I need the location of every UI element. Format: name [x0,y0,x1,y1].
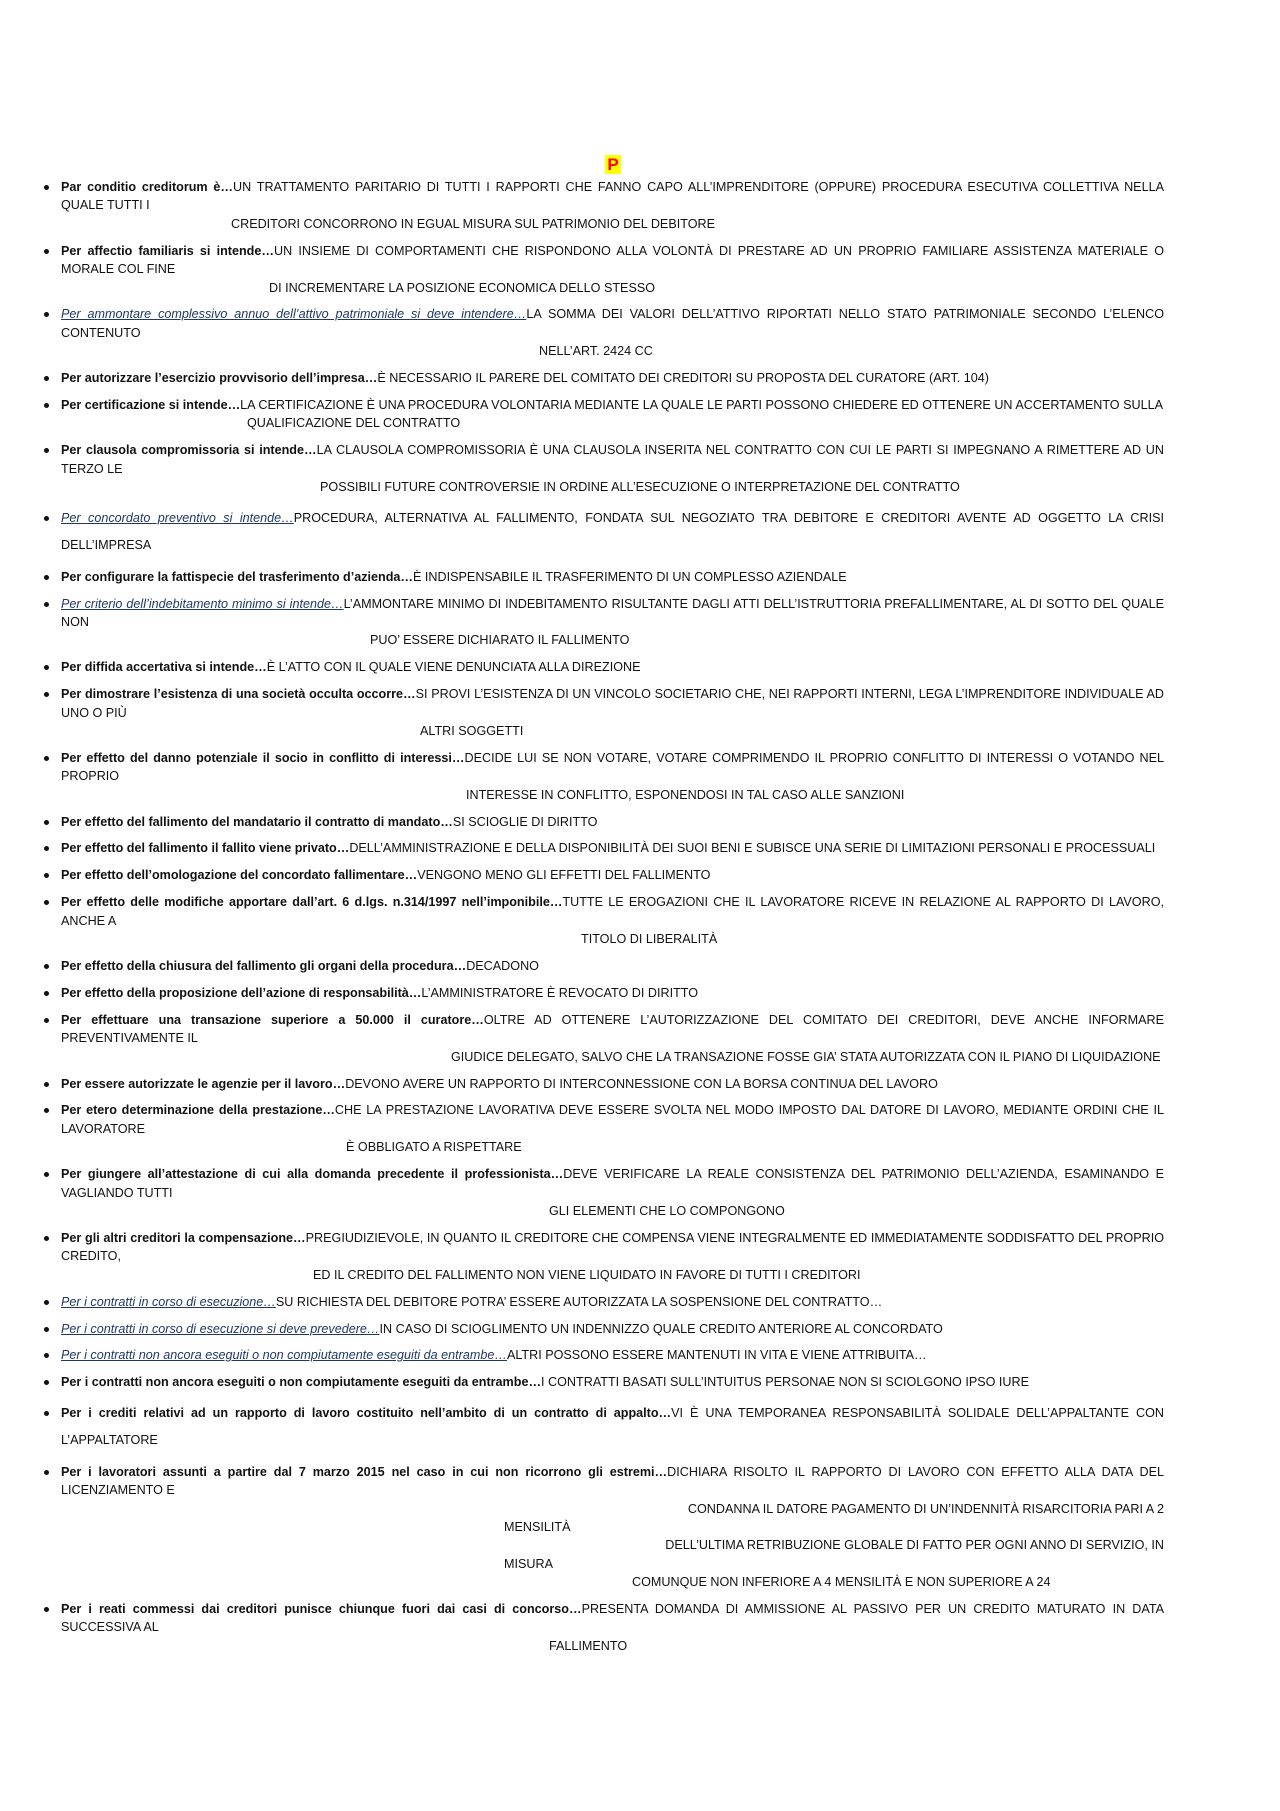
entry-continuation: QUALIFICAZIONE DEL CONTRATTO [247,416,461,431]
list-item [44,1101,1164,1156]
list-item [44,178,1164,233]
entry-question: Per gli altri creditori la compensazione… [61,1230,306,1245]
entry-question: Per effettuare una transazione superiore a 50.000 il curatore… [61,1012,484,1027]
entry-question-link[interactable]: Per i contratti non ancora eseguiti o non compiutamente eseguiti da entrambe… [61,1348,507,1363]
entry-answer: DECADONO [466,959,539,973]
entry-answer: È NECESSARIO IL PARERE DEL COMITATO DEI CREDITORI SU PROPOSTA DEL CURATORE (ART. 104) [377,371,989,386]
entry-answer: OLTRE AD OTTENERE L’AUTORIZZAZIONE DEL COMITATO DEI CREDITORI, DEVE ANCHE INFORMARE PREVENTIVAMENTE IL [61,1012,1164,1046]
list-item [44,369,1164,387]
list-item [44,441,1164,496]
entry-answer: È INDISPENSABILE IL TRASFERIMENTO DI UN COMPLESSO AZIENDALE [413,569,847,584]
entry-question: Per i lavoratori assunti a partire dal 7 marzo 2015 nel caso in cui non ricorrono gli estremi… [61,1464,668,1479]
entry-answer: DEVONO AVERE UN RAPPORTO DI INTERCONNESSIONE CON LA BORSA CONTINUA DEL LAVORO [345,1076,938,1091]
entry-continuation: CREDITORI CONCORRONO IN EGUAL MISURA SUL PATRIMONIO DEL DEBITORE [231,216,715,231]
entry-answer: L’AMMINISTRATORE È REVOCATO DI DIRITTO [421,985,699,1000]
entry-answer: SI SCIOGLIE DI DIRITTO [452,814,598,829]
entry-question: Per certificazione si intende… [61,398,241,413]
entry-question-link[interactable]: Per criterio dell’indebitamento minimo si intende… [61,596,344,611]
list-item [44,305,1164,360]
entry-question: Per i crediti relativi ad un rapporto di lavoro costituito nell’ambito di un contratto di appalto… [61,1406,672,1421]
list-item [44,568,1164,586]
entry-answer: UN TRATTAMENTO PARITARIO DI TUTTI I RAPPORTI CHE FANNO CAPO ALL’IMPRENDITORE (OPPURE) PROCEDURA ESECUTIVA COLLETTIVA NELLA QUALE TUTTI I [61,180,1164,213]
entry-question: Per clausola compromissoria si intende… [61,443,317,458]
entry-answer: SU RICHIESTA DEL DEBITORE POTRA’ ESSERE AUTORIZZATA LA SOSPENSIONE DEL CONTRATTO… [275,1294,883,1309]
entry-question: Per effetto dell’omologazione del concordato fallimentare… [61,868,418,883]
list-item [44,1373,1164,1391]
entry-continuation: PUO’ ESSERE DICHIARATO IL FALLIMENTO [370,633,630,648]
entry-question-link[interactable]: Per i contratti in corso di esecuzione si deve prevedere… [61,1321,380,1336]
list-item [44,1400,1164,1454]
entry-answer: DECIDE LUI SE NON VOTARE, VOTARE COMPRIMENDO IL PROPRIO CONFLITTO DI INTERESSI O VOTANDO NEL PROPRIO [61,750,1164,784]
entry-question: Per effetto del fallimento del mandatario il contratto di mandato… [61,814,453,829]
definition-list [44,178,1164,1664]
list-item [44,1320,1164,1338]
entry-answer: DEVE VERIFICARE LA REALE CONSISTENZA DEL PATRIMONIO DELL’AZIENDA, ESAMINANDO E VAGLIANDO TUTTI [61,1167,1164,1200]
entry-question: Per etero determinazione della prestazione… [61,1103,335,1118]
list-item [44,984,1164,1002]
list-item [44,658,1164,676]
list-item [44,242,1164,297]
entry-question: Per effetto delle modifiche apportare dall’art. 6 d.lgs. n.314/1997 nell’imponibile… [61,895,563,910]
list-item [44,1165,1164,1220]
list-item [44,505,1164,559]
entry-continuation: ED IL CREDITO DEL FALLIMENTO NON VIENE LIQUIDATO IN FAVORE DI TUTTI I CREDITORI [313,1267,861,1282]
list-item [44,685,1164,740]
entry-continuation: CONDANNA IL DATORE PAGAMENTO DI UN’INDENNITÀ RISARCITORIA PARI A 2 [687,1501,1164,1516]
entry-continuation: GIUDICE DELEGATO, SALVO CHE LA TRANSAZIONE FOSSE GIA’ STATA AUTORIZZATA CON IL PIANO DI LIQUIDAZIONE [451,1049,1161,1064]
entry-question: Per diffida accertativa si intende… [61,660,267,675]
entry-answer: IN CASO DI SCIOGLIMENTO UN INDENNIZZO QUALE CREDITO ANTERIORE AL CONCORDATO [379,1321,943,1336]
entry-answer: UN INSIEME DI COMPORTAMENTI CHE RISPONDONO ALLA VOLONTÀ DI PRESTARE AD UN PROPRIO FAMILIARE ASSISTENZA MATERIALE O MORALE COL FINE [61,243,1164,277]
entry-answer: VENGONO MENO GLI EFFETTI DEL FALLIMENTO [417,868,711,883]
list-item [44,1293,1164,1311]
list-item [44,396,1164,433]
entry-answer: VI È UNA TEMPORANEA RESPONSABILITÀ SOLIDALE DELL’APPALTANTE CON L’APPALTATORE [61,1406,1164,1448]
list-item [44,813,1164,831]
entry-answer: TUTTE LE EROGAZIONI CHE IL LAVORATORE RICEVE IN RELAZIONE AL RAPPORTO DI LAVORO, ANCHE A [61,895,1164,928]
list-item [44,1075,1164,1093]
section-letter-heading [0,154,1226,176]
list-item [44,1463,1164,1592]
entry-continuation: GLI ELEMENTI CHE LO COMPONGONO [549,1203,785,1218]
entry-question: Per i reati commessi dai creditori punisce chiunque fuori dai casi di concorso… [61,1602,582,1617]
section-letter: P [607,155,619,174]
list-item [44,1011,1164,1066]
entry-answer: PROCEDURA, ALTERNATIVA AL FALLIMENTO, FONDATA SUL NEGOZIATO TRA DEBITORE E CREDITORI AVENTE AD OGGETTO LA CRISI DELL’IMPRESA [61,511,1165,553]
entry-continuation: INTERESSE IN CONFLITTO, ESPONENDOSI IN TAL CASO ALLE SANZIONI [466,787,905,802]
entry-question: Per effetto del fallimento il fallito viene privato… [61,841,350,856]
entry-question-link[interactable]: Per concordato preventivo si intende… [61,511,294,526]
entry-question: Per essere autorizzate le agenzie per il lavoro… [61,1076,346,1091]
entry-question: Per giungere all’attestazione di cui alla domanda precedente il professionista… [61,1167,564,1182]
list-item [44,839,1164,857]
entry-question: Per dimostrare l’esistenza di una società occulta occorre… [61,687,416,702]
entry-answer: CHE LA PRESTAZIONE LAVORATIVA DEVE ESSERE SVOLTA NEL MODO IMPOSTO DAL DATORE DI LAVORO, MEDIANTE ORDINI CHE IL LAVORATORE [61,1103,1165,1136]
entry-answer: L’AMMONTARE MINIMO DI INDEBITAMENTO RISULTANTE DAGLI ATTI DELL’ISTRUTTORIA PREFALLIMENTARE, AL DI SOTTO DEL QUALE NON [61,596,1164,629]
entry-continuation: COMUNQUE NON INFERIORE A 4 MENSILITÀ E NON SUPERIORE A 24 [632,1575,1051,1590]
entry-continuation: ALTRI SOGGETTI [420,723,524,738]
list-item [44,749,1164,804]
entry-continuation: TITOLO DI LIBERALITÀ [581,932,718,947]
entry-answer: È L’ATTO CON IL QUALE VIENE DENUNCIATA ALLA DIREZIONE [266,660,641,675]
entry-question-link[interactable]: Per i contratti in corso di esecuzione… [61,1294,276,1309]
entry-answer: DICHIARA RISOLTO IL RAPPORTO DI LAVORO CON EFFETTO ALLA DATA DEL LICENZIAMENTO E [61,1464,1164,1498]
entry-question: Per i contratti non ancora eseguiti o non compiutamente eseguiti da entrambe… [61,1375,542,1390]
entry-question: Per autorizzare l’esercizio provvisorio dell’impresa… [61,371,378,386]
entry-continuation: MENSILITÀ [504,1519,571,1534]
list-item [44,893,1164,948]
entry-question: Par conditio creditorum è… [61,180,234,194]
entry-question: Per effetto del danno potenziale il socio in conflitto di interessi… [61,750,465,765]
entry-answer: PREGIUDIZIEVOLE, IN QUANTO IL CREDITORE CHE COMPENSA VIENE INTEGRALMENTE ED IMMEDIATAMENTE SODDISFATTO DEL PROPRIO CREDITO, [61,1230,1164,1264]
entry-question-link[interactable]: Per ammontare complessivo annuo dell’attivo patrimoniale si deve intendere… [61,307,527,322]
entry-answer: LA CLAUSOLA COMPROMISSORIA È UNA CLAUSOLA INSERITA NEL CONTRATTO CON CUI LE PARTI SI IMPEGNANO A RIMETTERE AD UN TERZO LE [61,443,1164,476]
list-item [44,1346,1164,1364]
list-item [44,1229,1164,1284]
list-item [44,866,1164,884]
entry-continuation: DI INCREMENTARE LA POSIZIONE ECONOMICA DELLO STESSO [269,280,656,295]
entry-continuation: DELL’ULTIMA RETRIBUZIONE GLOBALE DI FATTO PER OGNI ANNO DI SERVIZIO, IN [665,1538,1164,1553]
entry-answer: ALTRI POSSONO ESSERE MANTENUTI IN VITA E VIENE ATTRIBUITA… [506,1348,927,1363]
list-item [44,595,1164,650]
entry-answer: SI PROVI L’ESISTENZA DI UN VINCOLO SOCIETARIO CHE, NEI RAPPORTI INTERNI, LEGA L’IMPRENDITORE INDIVIDUALE AD UNO O PIÙ [61,687,1164,720]
list-item [44,957,1164,975]
entry-continuation: È OBBLIGATO A RISPETTARE [346,1140,522,1155]
entry-continuation: FALLIMENTO [549,1638,628,1653]
entry-continuation: POSSIBILI FUTURE CONTROVERSIE IN ORDINE ALL’ESECUZIONE O INTERPRETAZIONE DEL CONTRATTO [320,480,960,495]
list-item [44,1600,1164,1655]
entry-continuation: NELL’ART. 2424 CC [539,344,653,359]
entry-answer: LA CERTIFICAZIONE È UNA PROCEDURA VOLONTARIA MEDIANTE LA QUALE LE PARTI POSSONO CHIEDERE ED OTTENERE UN ACCERTAMENTO SULLA [240,398,1163,413]
entry-answer: I CONTRATTI BASATI SULL’INTUITUS PERSONAE NON SI SCIOLGONO IPSO IURE [541,1375,1030,1390]
entry-question: Per configurare la fattispecie del trasferimento d’azienda… [61,569,414,584]
entry-question: Per effetto della proposizione dell’azione di responsabilità… [61,985,422,1000]
entry-answer: LA SOMMA DEI VALORI DELL’ATTIVO RIPORTATI NELLO STATO PATRIMONIALE SECONDO L’ELENCO CONTENUTO [61,307,1164,340]
entry-answer: DELL’AMMINISTRAZIONE E DELLA DISPONIBILITÀ DEI SUOI BENI E SUBISCE UNA SERIE DI LIMITAZIONI PERSONALI E PROCESSUALI [349,841,1156,856]
entry-question: Per effetto della chiusura del fallimento gli organi della procedura… [61,959,467,973]
entry-continuation: MISURA [504,1556,553,1571]
entry-answer: PRESENTA DOMANDA DI AMMISSIONE AL PASSIVO PER UN CREDITO MATURATO IN DATA SUCCESSIVA AL [61,1602,1165,1635]
entry-question: Per affectio familiaris si intende… [61,243,274,258]
